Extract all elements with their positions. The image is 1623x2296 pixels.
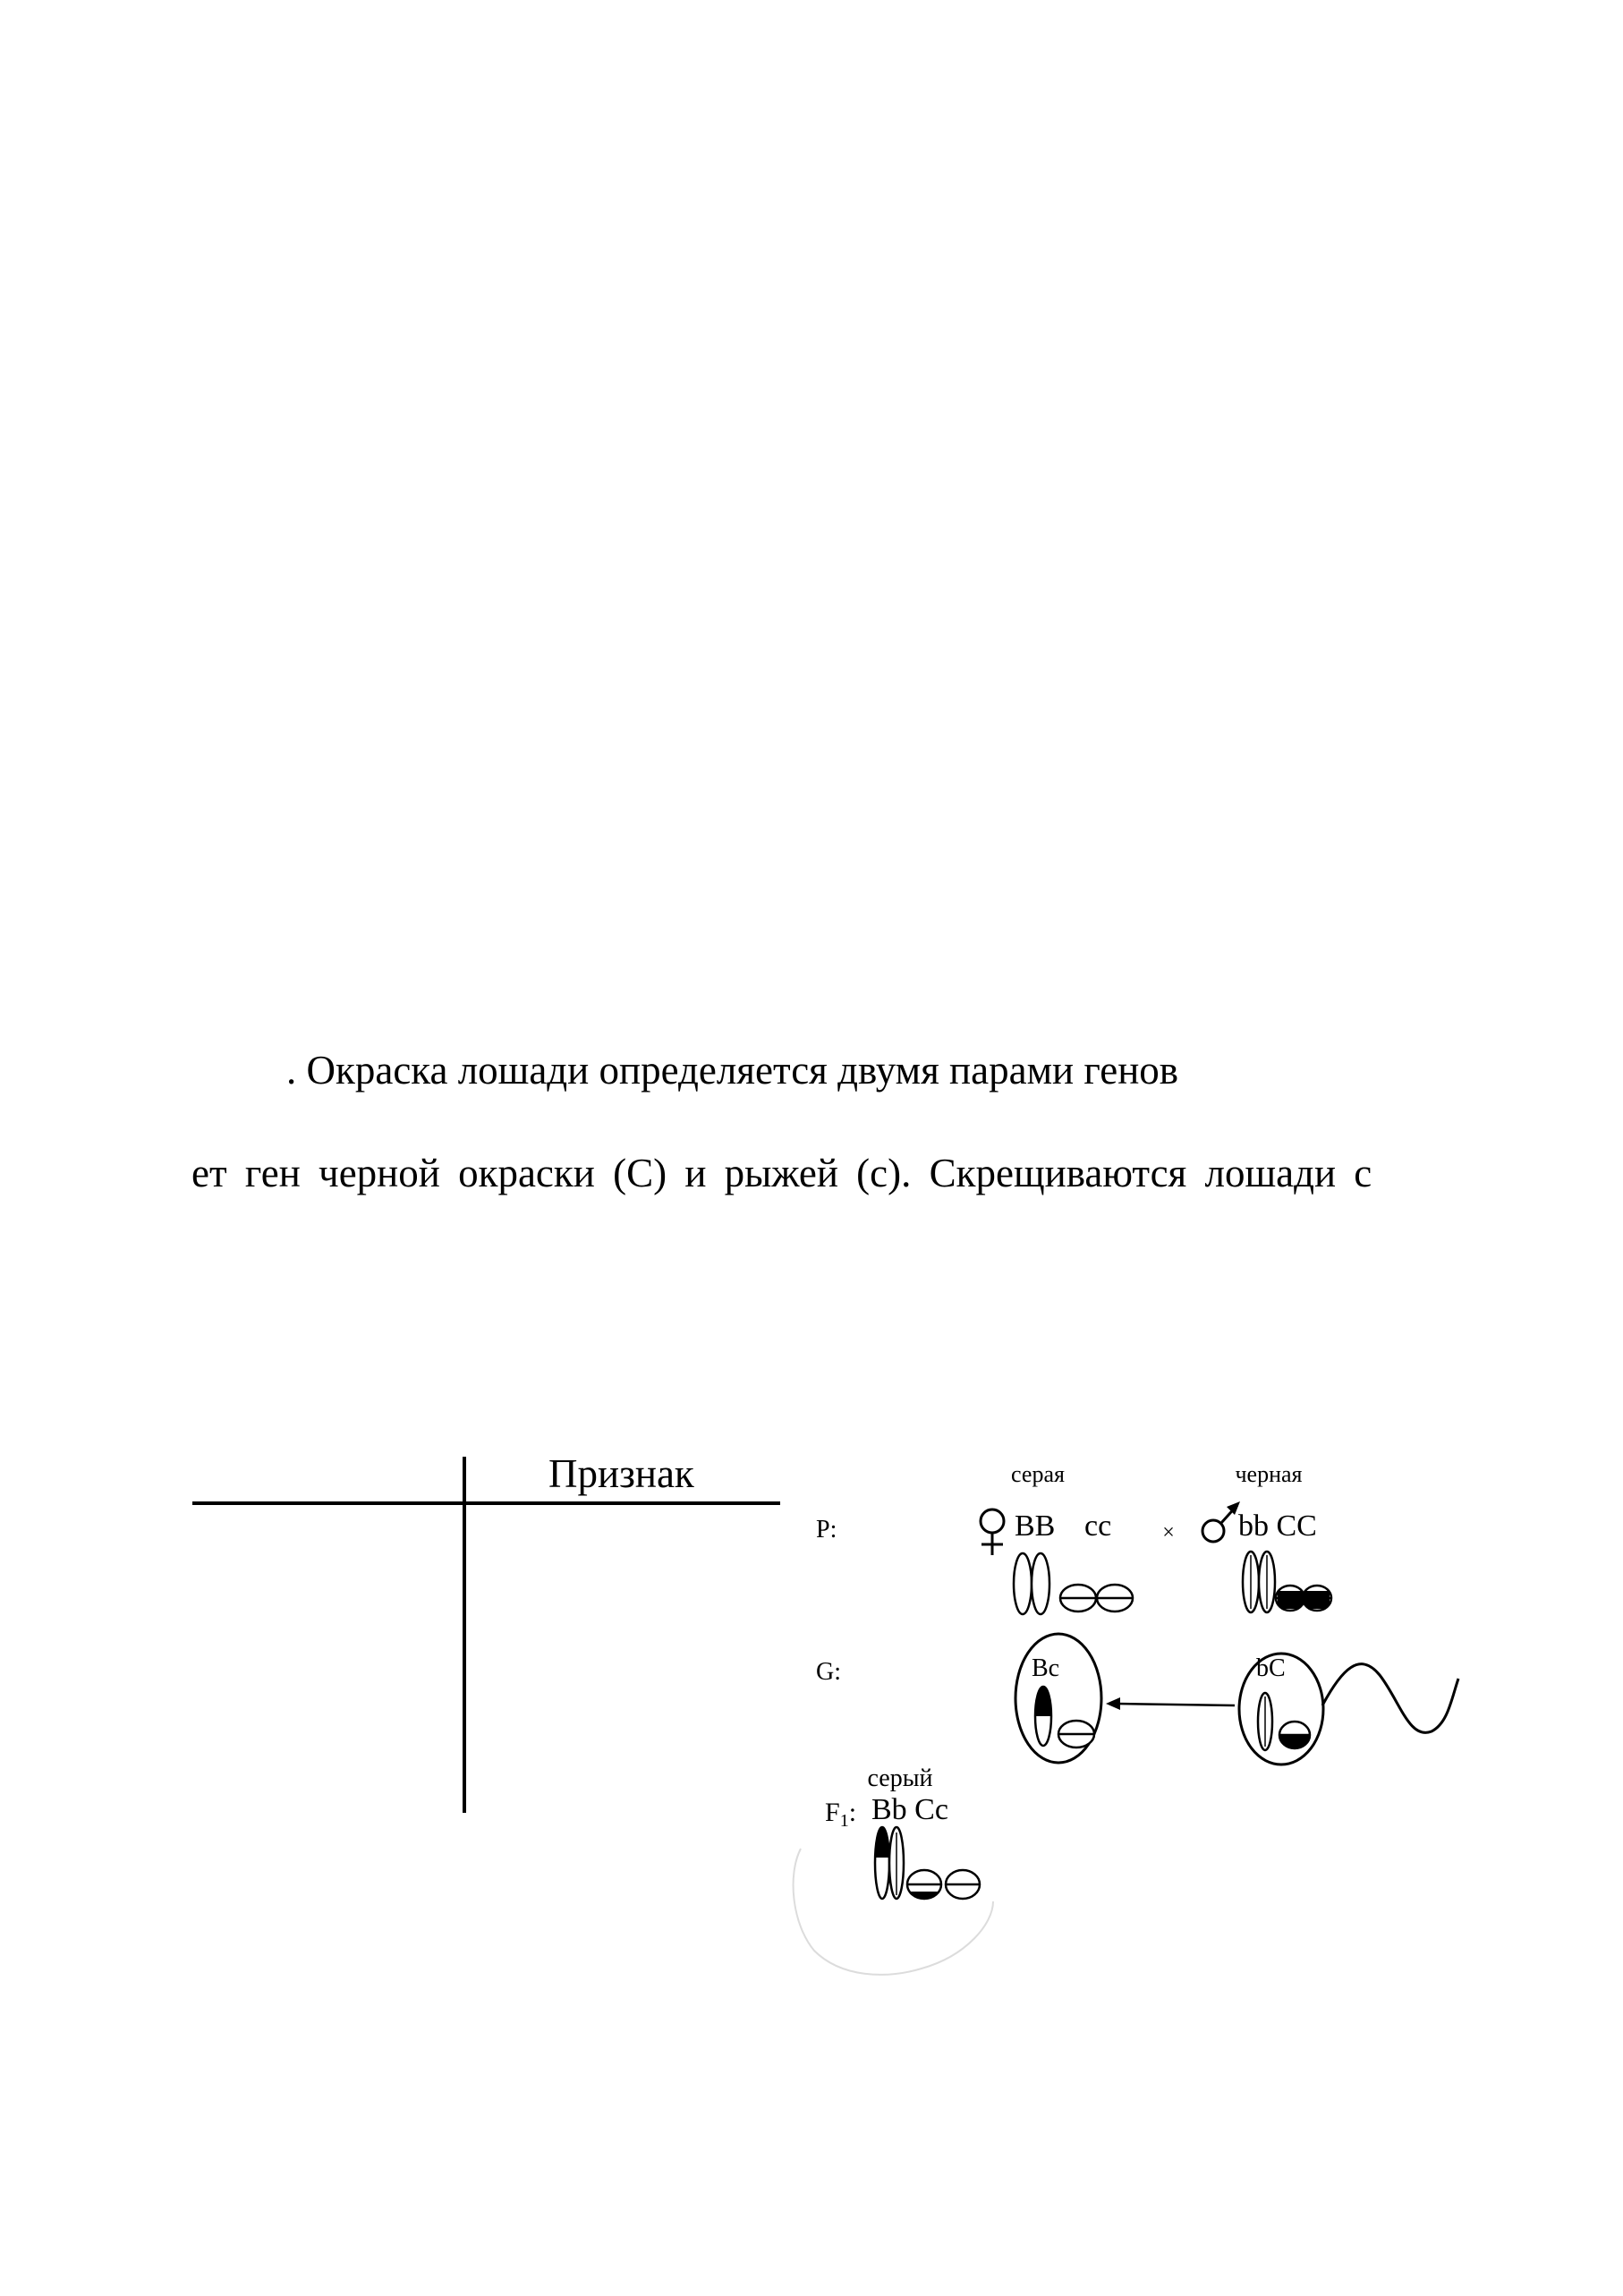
trait-table-header: Признак <box>548 1451 694 1496</box>
parents-row-label: P: <box>816 1516 837 1543</box>
sperm-gamete-label: bC <box>1256 1654 1286 1682</box>
female-genotype-gene1: BB <box>1015 1509 1056 1543</box>
female-phenotype-label: серая <box>1011 1461 1065 1487</box>
problem-text-line-2: ет ген черной окраски (С) и рыжей (с). Скрещиваются лошади с <box>191 1151 1372 1195</box>
female-genotype-gene2: cc <box>1084 1509 1112 1543</box>
offspring-genotype: Bb Cc <box>871 1793 948 1826</box>
female-chromosomes <box>1014 1553 1133 1614</box>
male-phenotype-label: черная <box>1235 1461 1303 1487</box>
male-genotype: bb CC <box>1238 1509 1317 1543</box>
egg-gamete <box>1015 1634 1101 1763</box>
egg-gamete-label: Bc <box>1032 1654 1060 1682</box>
female-symbol-icon <box>981 1509 1004 1555</box>
problem-text-line-1: . Окраска лошади определяется двумя парами генов <box>286 1048 1179 1093</box>
cross-symbol: × <box>1162 1521 1175 1544</box>
offspring-chromosomes <box>875 1827 980 1899</box>
male-symbol-icon <box>1202 1501 1240 1542</box>
male-chromosomes <box>1243 1552 1331 1612</box>
gametes-row-label: G: <box>816 1658 841 1686</box>
fertilization-arrow <box>1106 1697 1235 1710</box>
f1-row-label: $F_1$: <box>825 1798 857 1831</box>
offspring-phenotype-label: серый <box>867 1765 933 1792</box>
